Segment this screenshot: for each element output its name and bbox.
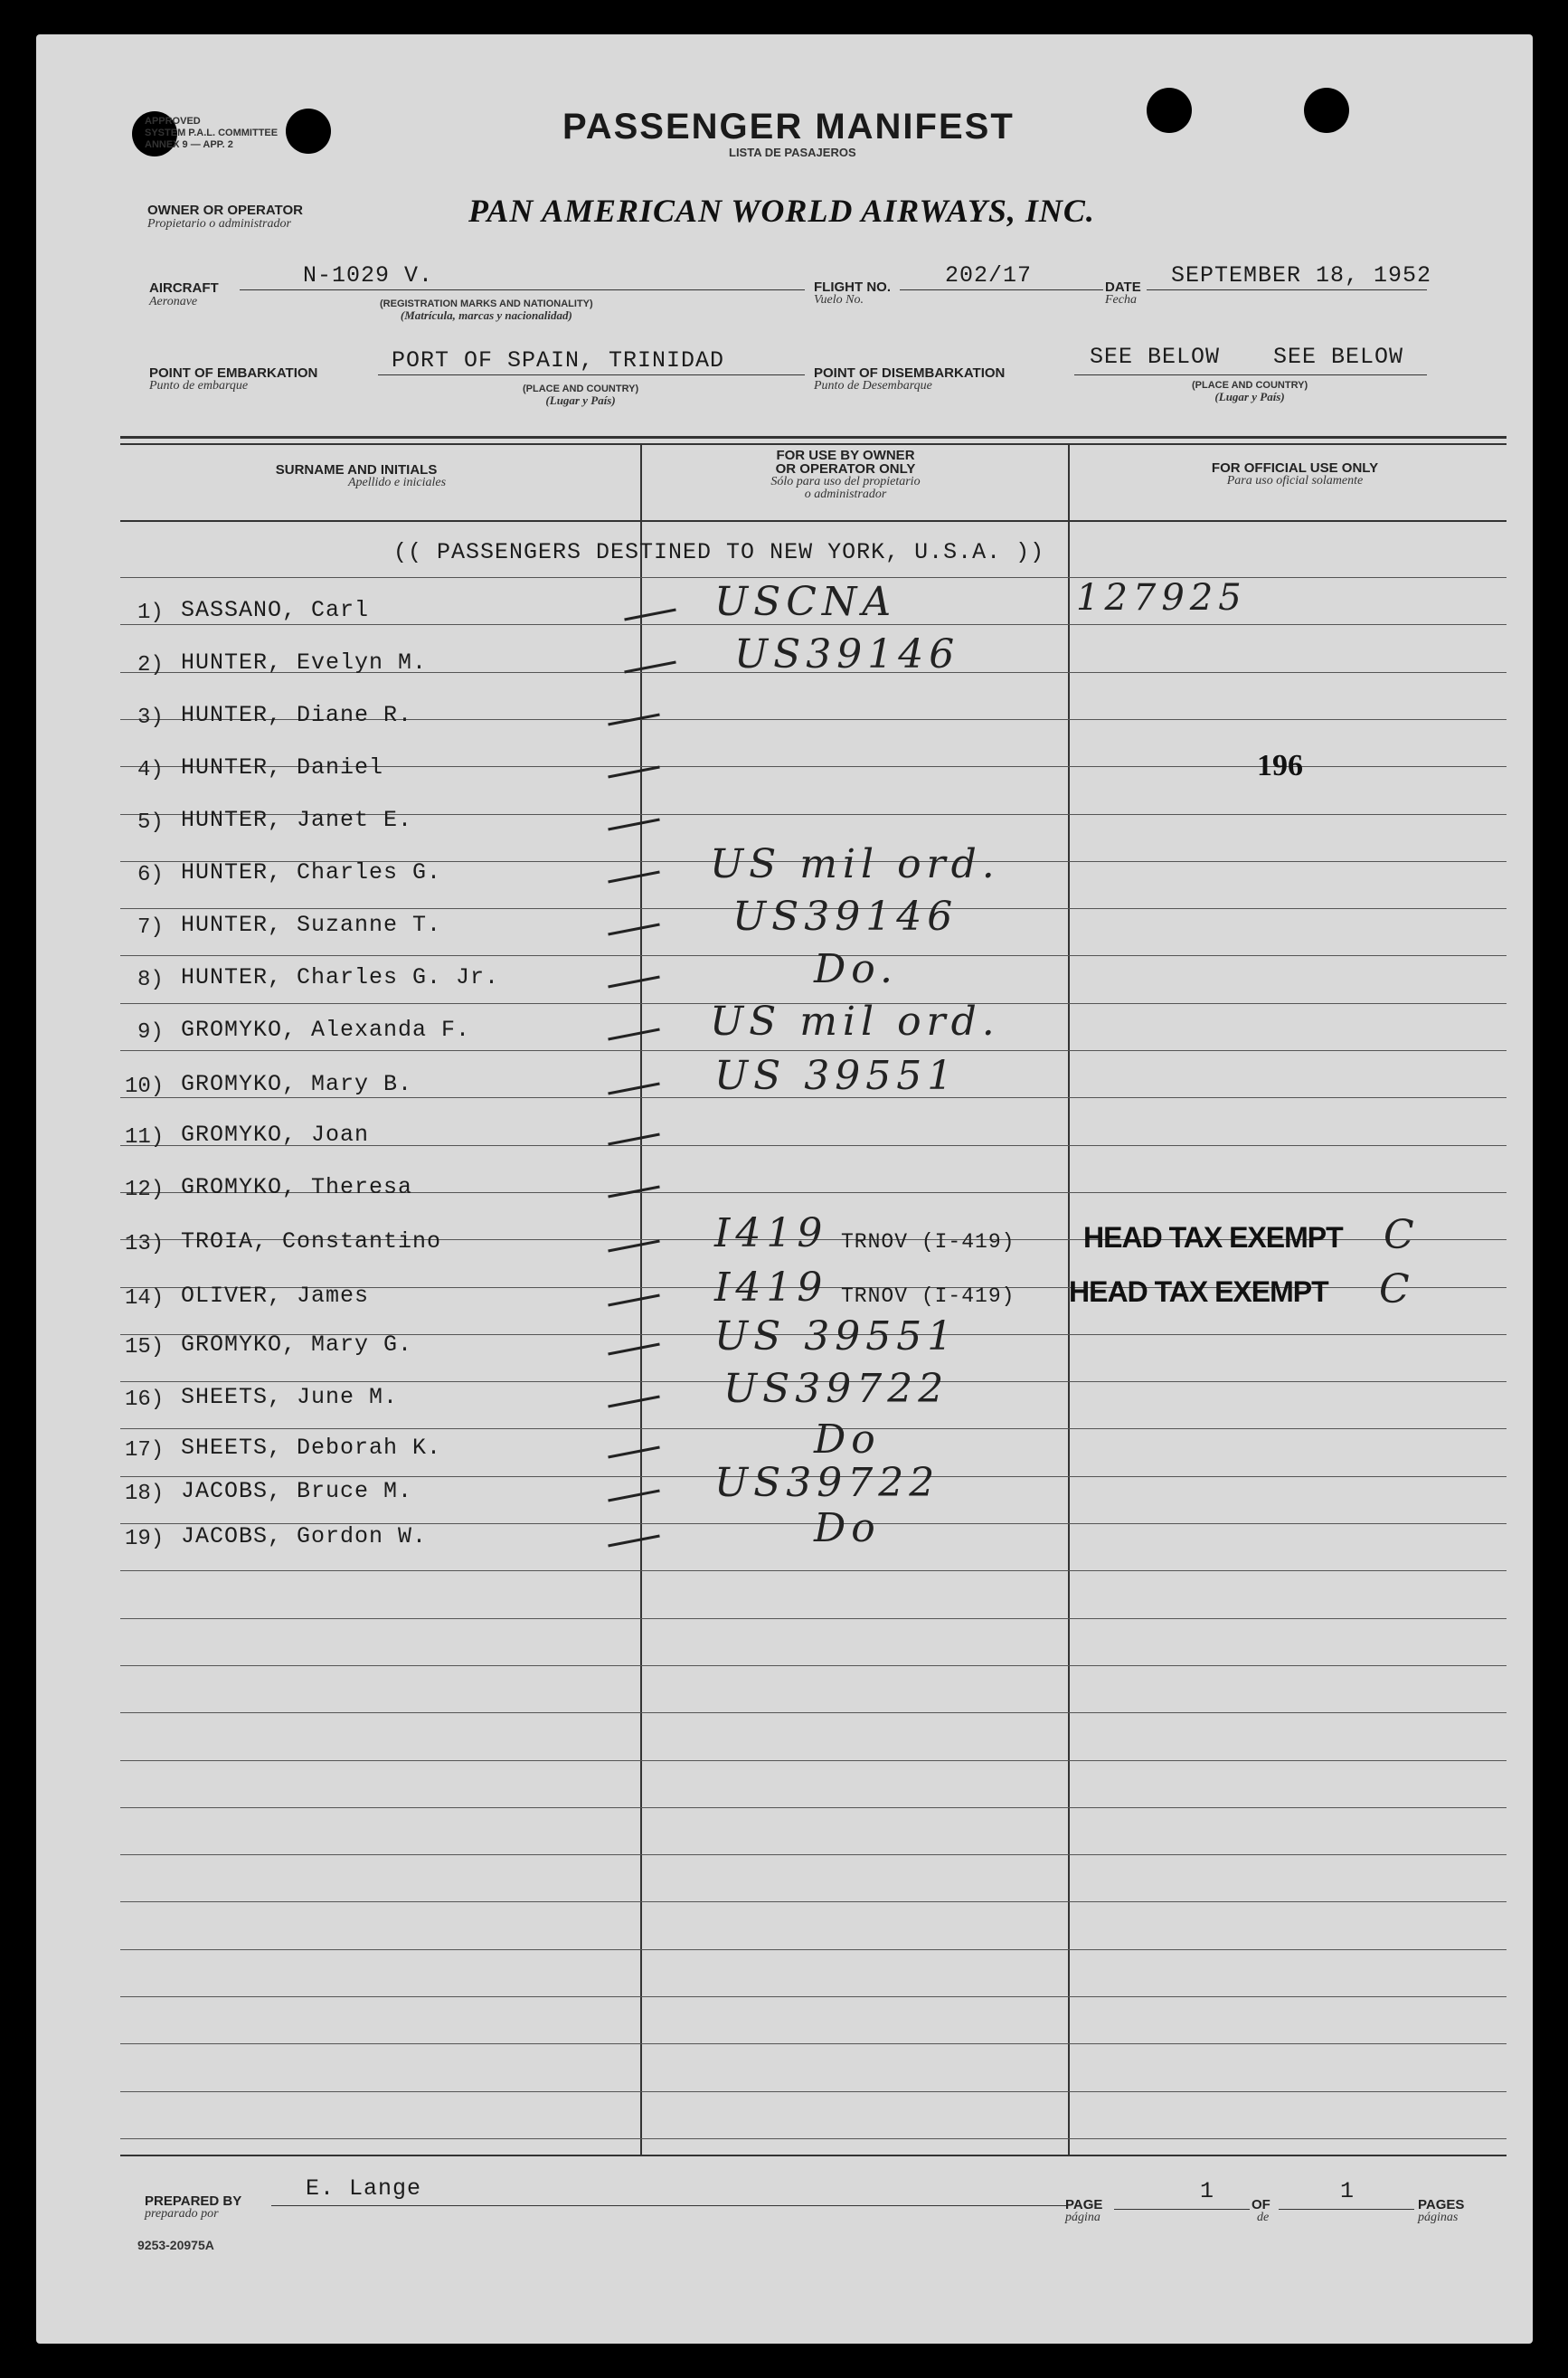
handwritten-note: I419	[714, 1210, 828, 1256]
header-text: SURNAME AND INITIALS	[275, 462, 438, 478]
prepared-value: E. Lange	[306, 2175, 422, 2202]
stamp-mark: C	[1379, 1266, 1415, 1312]
passenger-name: SHEETS, Deborah K.	[181, 1435, 442, 1461]
ruled-line	[120, 1712, 1507, 1713]
caption-text: (PLACE AND COUNTRY)	[523, 384, 639, 394]
caption-subtext: (Lugar y País)	[1214, 390, 1285, 403]
passenger-name: HUNTER, Daniel	[181, 754, 384, 781]
page-subtitle: LISTA DE PASAJEROS	[729, 146, 856, 159]
ruled-line	[120, 1901, 1507, 1902]
passenger-name: JACOBS, Bruce M.	[181, 1478, 413, 1504]
of-value: 1	[1340, 2178, 1355, 2204]
ruled-line	[120, 1807, 1507, 1808]
row-number: 8)	[137, 968, 164, 992]
form-code: 9253-20975A	[137, 2238, 214, 2252]
handwritten-note: USCNA	[714, 579, 897, 625]
visa-type: TRNOV (I-419)	[841, 1230, 1015, 1254]
handwritten-note: US39722	[723, 1366, 949, 1412]
caption-text: (PLACE AND COUNTRY)	[1192, 380, 1308, 391]
aircraft-value: N-1029 V.	[303, 262, 434, 289]
passenger-name: HUNTER, Charles G. Jr.	[181, 964, 500, 990]
approval-block	[145, 116, 278, 151]
disembarkation-sublabel: Punto de Desembarque	[814, 379, 932, 393]
passenger-name: GROMYKO, Joan	[181, 1122, 370, 1148]
of-sublabel: de	[1257, 2211, 1270, 2224]
head-tax-stamp: HEAD TAX EXEMPT	[1083, 1221, 1343, 1254]
handwritten-note: US mil ord.	[710, 841, 1000, 887]
row-number: 12)	[125, 1178, 165, 1202]
ruled-line	[120, 1665, 1507, 1666]
passenger-name: HUNTER, Diane R.	[181, 702, 413, 728]
approval-line: APPROVED	[145, 116, 201, 127]
row-number: 11)	[125, 1125, 165, 1150]
row-number: 15)	[125, 1335, 165, 1360]
header-subtext: o administrador	[804, 488, 887, 501]
header-subtext: Sólo para uso del propietario	[770, 475, 921, 488]
ruled-line	[120, 1050, 1507, 1051]
ruled-line	[120, 1618, 1507, 1619]
official-number: 196	[1257, 749, 1303, 782]
disembarkation-label: POINT OF DISEMBARKATION	[814, 365, 1006, 381]
owner-sublabel: Propietario o administrador	[147, 217, 291, 231]
head-tax-stamp: HEAD TAX EXEMPT	[1069, 1275, 1328, 1308]
handwritten-note: US39146	[732, 894, 959, 940]
place-caption	[523, 384, 638, 407]
row-number: 14)	[125, 1286, 165, 1311]
column-header-official	[1159, 461, 1431, 488]
handwritten-note: US 39551	[714, 1313, 959, 1360]
passenger-name: HUNTER, Charles G.	[181, 859, 442, 886]
passenger-name: HUNTER, Evelyn M.	[181, 649, 428, 676]
ruled-line	[120, 1949, 1507, 1950]
handwritten-note: Do.	[814, 946, 898, 992]
prepared-label: PREPARED BY	[145, 2193, 242, 2209]
flight-sublabel: Vuelo No.	[814, 293, 864, 307]
company-name: PAN AMERICAN WORLD AIRWAYS, INC.	[468, 193, 1095, 229]
passenger-name: HUNTER, Suzanne T.	[181, 912, 442, 938]
date-value: SEPTEMBER 18, 1952	[1171, 262, 1432, 289]
ruled-line	[120, 2138, 1507, 2139]
passenger-name: OLIVER, James	[181, 1283, 370, 1309]
row-number: 2)	[137, 653, 164, 677]
owner-label: OWNER OR OPERATOR	[147, 203, 303, 218]
embarkation-sublabel: Punto de embarque	[149, 379, 249, 393]
passenger-name: SASSANO, Carl	[181, 597, 370, 623]
column-header-owner	[714, 449, 977, 501]
visa-type: TRNOV (I-419)	[841, 1284, 1015, 1308]
flight-value: 202/17	[945, 262, 1033, 289]
ruled-line	[120, 2043, 1507, 2044]
header-subtext: Apellido e iniciales	[348, 476, 447, 489]
page-title: PASSENGER MANIFEST	[562, 107, 1015, 147]
handwritten-note: US39146	[734, 631, 960, 677]
passenger-name: GROMYKO, Alexanda F.	[181, 1017, 471, 1043]
ruled-line	[120, 1996, 1507, 1997]
row-number: 18)	[125, 1482, 165, 1506]
aircraft-sublabel: Aeronave	[149, 295, 198, 308]
passenger-name: GROMYKO, Mary G.	[181, 1331, 413, 1358]
header-text: FOR USE BY OWNER	[776, 448, 915, 463]
stamp-mark: C	[1384, 1212, 1420, 1258]
handwritten-note: I419	[714, 1265, 828, 1311]
row-number: 9)	[137, 1020, 164, 1045]
ruled-line	[120, 2091, 1507, 2092]
punch-hole	[1147, 88, 1192, 133]
row-number: 16)	[125, 1388, 165, 1412]
registration-caption	[380, 298, 593, 322]
embarkation-value: PORT OF SPAIN, TRINIDAD	[392, 347, 725, 374]
page-value: 1	[1200, 2178, 1215, 2204]
header-subtext: Para uso oficial solamente	[1226, 474, 1364, 488]
flight-label: FLIGHT NO.	[814, 279, 891, 295]
ruled-line	[120, 1854, 1507, 1855]
passenger-name: TROIA, Constantino	[181, 1228, 442, 1255]
handwritten-note: Do	[814, 1416, 881, 1463]
handwritten-note: US 39551	[714, 1053, 959, 1099]
handwritten-note: US mil ord.	[710, 999, 1000, 1045]
prepared-sublabel: preparado por	[145, 2207, 219, 2221]
row-number: 6)	[137, 863, 164, 887]
column-header-name	[267, 463, 446, 489]
handwritten-note: Do	[814, 1505, 881, 1551]
place-caption	[1192, 380, 1308, 403]
ruled-line	[120, 1570, 1507, 1571]
of-label: OF	[1252, 2197, 1270, 2212]
page-label: PAGE	[1065, 2197, 1103, 2212]
passenger-name: GROMYKO, Mary B.	[181, 1071, 413, 1097]
passenger-name: SHEETS, June M.	[181, 1384, 399, 1410]
official-handwritten-note: 127925	[1076, 577, 1247, 619]
pages-label: PAGES	[1418, 2197, 1465, 2212]
passenger-name: GROMYKO, Theresa	[181, 1174, 413, 1200]
punch-hole	[1304, 88, 1349, 133]
caption-subtext: (Lugar y País)	[545, 393, 616, 407]
ruled-line	[120, 577, 1507, 578]
disembarkation-value: SEE BELOW	[1273, 344, 1404, 370]
ruled-line	[120, 1760, 1507, 1761]
row-number: 17)	[125, 1438, 165, 1463]
pages-sublabel: páginas	[1418, 2211, 1459, 2224]
disembarkation-value: SEE BELOW	[1090, 344, 1221, 370]
row-number: 5)	[137, 810, 164, 835]
destination-note: (( PASSENGERS DESTINED TO NEW YORK, U.S.A. ))	[393, 539, 1045, 565]
row-number: 13)	[125, 1232, 165, 1256]
row-number: 1)	[137, 601, 164, 625]
header-text: OR OPERATOR ONLY	[775, 461, 916, 477]
approval-line: SYSTEM P.A.L. COMMITTEE	[145, 128, 279, 138]
row-number: 4)	[137, 758, 164, 782]
aircraft-label: AIRCRAFT	[149, 280, 219, 296]
row-number: 3)	[137, 706, 164, 730]
row-number: 19)	[125, 1527, 165, 1551]
embarkation-label: POINT OF EMBARKATION	[149, 365, 318, 381]
date-sublabel: Fecha	[1105, 293, 1137, 307]
caption-subtext: (Matrícula, marcas y nacionalidad)	[400, 308, 572, 322]
passenger-name: JACOBS, Gordon W.	[181, 1523, 428, 1549]
handwritten-note: US39722	[714, 1460, 940, 1506]
row-number: 10)	[125, 1075, 165, 1099]
approval-line: ANNEX 9 — APP. 2	[145, 139, 233, 150]
passenger-name: HUNTER, Janet E.	[181, 807, 413, 833]
header-text: FOR OFFICIAL USE ONLY	[1211, 460, 1379, 476]
page-sublabel: página	[1065, 2211, 1100, 2224]
date-label: DATE	[1105, 279, 1141, 295]
punch-hole	[286, 109, 331, 154]
caption-text: (REGISTRATION MARKS AND NATIONALITY)	[380, 298, 593, 309]
row-number: 7)	[137, 915, 164, 940]
